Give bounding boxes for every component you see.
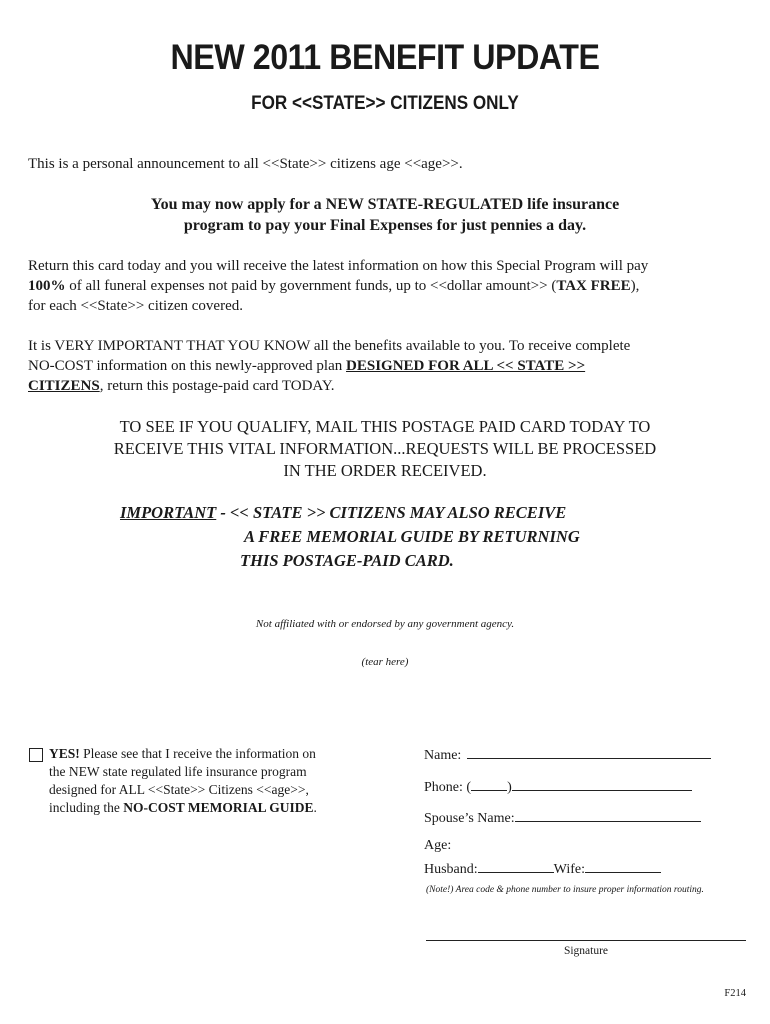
important-line-2: A FREE MEMORIAL GUIDE BY RETURNING [244, 527, 580, 546]
yes-label: YES! [49, 746, 80, 761]
qualify-notice [0, 416, 770, 482]
qualify-line-2: RECEIVE THIS VITAL INFORMATION...REQUESTS WILL BE PROCESSED [113, 439, 657, 458]
phone-close-paren: ) [507, 780, 512, 795]
routing-note: (Note!) Area code & phone number to insure proper information routing. [426, 885, 704, 895]
citizens-link: CITIZENS [28, 378, 100, 394]
para1-line-2 [28, 276, 748, 296]
signature-line[interactable] [426, 940, 746, 941]
important-notice [120, 501, 680, 573]
para2-line-2 [28, 356, 748, 376]
paragraph-2 [28, 336, 748, 396]
designed-for-link: DESIGNED FOR ALL << STATE >> [346, 358, 586, 374]
para1-line-1: Return this card today and you will receive the latest information on how this Special Program will pay [28, 258, 649, 274]
age-row [424, 858, 661, 878]
important-line-1-text: - << STATE >> CITIZENS MAY ALSO RECEIVE [216, 503, 567, 522]
spouse-name-field[interactable] [515, 807, 701, 822]
spouse-label: Spouse’s Name: [424, 811, 515, 826]
area-code-field[interactable] [471, 776, 507, 791]
yes-line-1 [49, 745, 349, 763]
percent-value: 100% [28, 278, 66, 294]
signature-label: Signature [563, 945, 609, 957]
yes-line-4-end: . [313, 800, 317, 815]
page-title: NEW 2011 BENEFIT UPDATE [170, 38, 600, 77]
yes-line-3: designed for ALL <<State>> Citizens <<age>>, [49, 782, 309, 797]
name-field[interactable] [467, 744, 711, 759]
husband-age-field[interactable] [478, 858, 554, 873]
important-label: IMPORTANT [120, 503, 217, 522]
age-label: Age: [424, 838, 452, 853]
phone-field[interactable] [512, 776, 692, 791]
headline [0, 194, 770, 236]
qualify-line-3: IN THE ORDER RECEIVED. [283, 461, 487, 480]
page-subtitle: FOR <<STATE>> CITIZENS ONLY [251, 93, 519, 114]
spouse-row [424, 807, 701, 827]
yes-line-4 [49, 799, 349, 817]
para2-line-3 [28, 376, 748, 396]
important-line-3: THIS POSTAGE-PAID CARD. [240, 551, 454, 570]
para1-line-2-end: ), [630, 278, 640, 294]
yes-line-2: the NEW state regulated life insurance program [49, 764, 307, 779]
name-label: Name: [424, 748, 462, 763]
yes-checkbox[interactable] [29, 748, 43, 762]
husband-label: Husband: [424, 862, 478, 877]
tax-free-label: TAX FREE [556, 278, 631, 294]
wife-age-field[interactable] [585, 858, 661, 873]
memorial-guide-label: NO-COST MEMORIAL GUIDE [123, 800, 314, 815]
para1-line-3: for each <<State>> citizen covered. [28, 298, 243, 314]
headline-line-2: program to pay your Final Expenses for just pennies a day. [183, 217, 587, 234]
intro-text: This is a personal announcement to all <<State>> citizens age <<age>>. [28, 156, 463, 172]
headline-line-1: You may now apply for a NEW STATE-REGULATED life insurance [150, 196, 620, 213]
disclaimer: Not affiliated with or endorsed by any government agency. [255, 618, 515, 630]
phone-label: Phone: ( [424, 780, 472, 795]
yes-statement [49, 745, 349, 817]
para2-line-1: It is VERY IMPORTANT THAT YOU KNOW all the benefits available to you. To receive complete [28, 338, 631, 354]
tear-here-label: (tear here) [361, 656, 409, 668]
yes-line-1-text: Please see that I receive the information on [79, 746, 316, 761]
para2-line-2-text: NO-COST information on this newly-approved plan [28, 358, 347, 374]
paragraph-1 [28, 256, 748, 316]
qualify-line-1: TO SEE IF YOU QUALIFY, MAIL THIS POSTAGE PAID CARD TODAY TO [119, 417, 651, 436]
important-line-1 [120, 501, 680, 525]
phone-row [424, 776, 692, 796]
wife-label: Wife: [553, 862, 585, 877]
para1-line-2-text: of all funeral expenses not paid by government funds, up to <<dollar amount>> ( [65, 278, 557, 294]
form-code: F214 [724, 988, 746, 999]
yes-line-4-text: including the [49, 800, 124, 815]
para2-line-3-text: , return this postage-paid card TODAY. [99, 378, 335, 394]
name-row [424, 744, 711, 764]
